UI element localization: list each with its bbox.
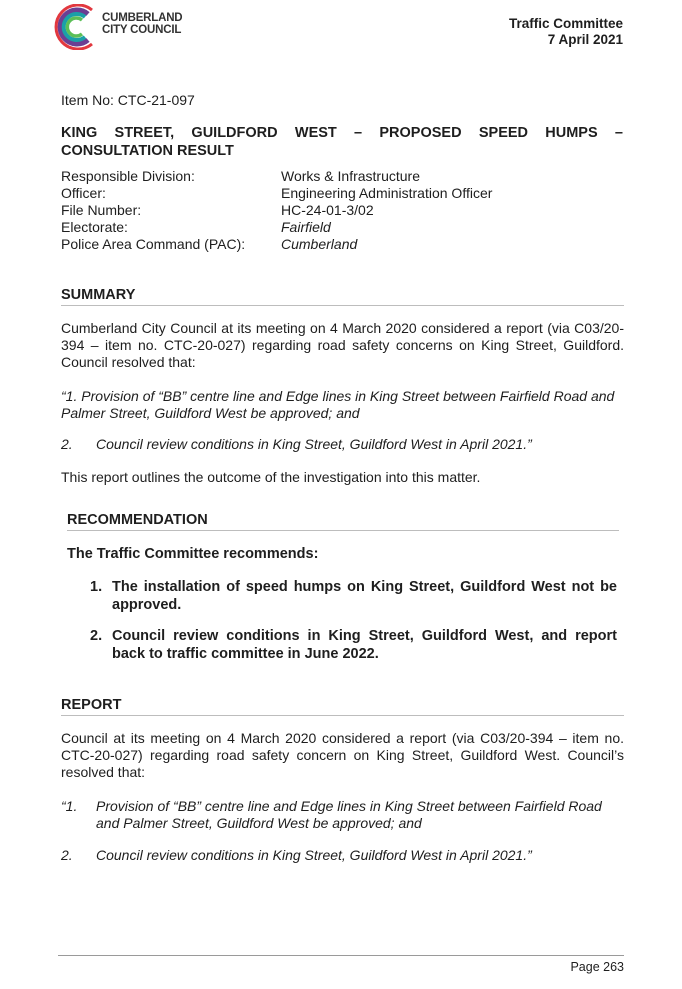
recommendation-rule — [67, 530, 619, 531]
summary-rule — [61, 305, 624, 306]
logo-line-2: CITY COUNCIL — [102, 24, 182, 36]
logo-text — [102, 12, 182, 36]
recommendation-heading: RECOMMENDATION — [67, 512, 208, 528]
report-quote-2 — [61, 847, 624, 864]
recommendation-item — [90, 578, 617, 614]
detail-row — [61, 168, 492, 185]
quote-text: Council review conditions in King Street, Guildford West in April 2021.” — [96, 847, 532, 863]
quote-number: 2. — [61, 436, 73, 452]
detail-row — [61, 185, 492, 202]
footer-rule — [58, 955, 624, 956]
recommendation-number: 1. — [90, 579, 103, 595]
summary-heading: SUMMARY — [61, 287, 136, 303]
detail-row — [61, 219, 492, 236]
quote-number: 2. — [61, 847, 73, 863]
detail-row — [61, 236, 492, 253]
recommendation-item — [90, 627, 617, 663]
detail-value: HC-24-01-3/02 — [281, 202, 374, 218]
detail-label: Police Area Command (PAC): — [61, 236, 246, 252]
summary-intro: Cumberland City Council at its meeting on 4 March 2020 considered a report (via C03/20-394 – item no. CTC-20-027) regarding road safety concerns on King Street, Guildford. Council resolved that: — [61, 320, 624, 370]
report-rule — [61, 715, 624, 716]
page-number: Page 263 — [570, 960, 624, 974]
quote-text: Provision of “BB” centre line and Edge lines in King Street between Fairfield Road and Palmer Street, Guildford West be approved; and — [96, 798, 602, 831]
summary-quote-2 — [61, 436, 624, 453]
meeting-date: 7 April 2021 — [547, 32, 623, 47]
logo-line-1: CUMBERLAND — [102, 12, 183, 24]
summary-quote-1: “1. Provision of “BB” centre line and Edge lines in King Street between Fairfield Road and Palmer Street, Guildford West be approved; and — [61, 388, 615, 421]
detail-value: Works & Infrastructure — [281, 168, 421, 184]
detail-label: Responsible Division: — [61, 168, 195, 184]
detail-value: Cumberland — [281, 236, 358, 252]
page-title: KING STREET, GUILDFORD WEST – PROPOSED SPEED HUMPS – CONSULTATION RESULT — [61, 125, 623, 159]
cumberland-logo — [52, 4, 212, 50]
recommendation-number: 2. — [90, 628, 103, 644]
recommendation-text: Council review conditions in King Street, Guildford West, and report back to traffic committee in June 2022. — [112, 628, 617, 662]
item-details — [61, 168, 492, 253]
detail-row — [61, 202, 492, 219]
report-heading: REPORT — [61, 697, 122, 713]
report-quote-1 — [61, 798, 624, 832]
recommendation-intro: The Traffic Committee recommends: — [67, 546, 319, 562]
detail-label: File Number: — [61, 202, 142, 218]
item-number: Item No: CTC-21-097 — [61, 92, 195, 108]
report-intro: Council at its meeting on 4 March 2020 considered a report (via C03/20-394 – item no. CTC-20-027) regarding road safety concern on King Street, Guildford West. Council’s resolved that: — [61, 730, 624, 780]
quote-text: Council review conditions in King Street, Guildford West in April 2021.” — [96, 436, 532, 452]
council-logo-icon — [52, 4, 98, 50]
detail-label: Officer: — [61, 185, 106, 201]
summary-closing: This report outlines the outcome of the investigation into this matter. — [61, 469, 481, 485]
detail-value: Fairfield — [281, 219, 331, 235]
committee-name: Traffic Committee — [508, 16, 623, 31]
detail-label: Electorate: — [61, 219, 128, 235]
header-meta — [509, 16, 623, 48]
detail-value: Engineering Administration Officer — [281, 185, 493, 201]
recommendation-text: The installation of speed humps on King Street, Guildford West not be approved. — [112, 579, 617, 613]
quote-number: “1. — [61, 798, 78, 814]
